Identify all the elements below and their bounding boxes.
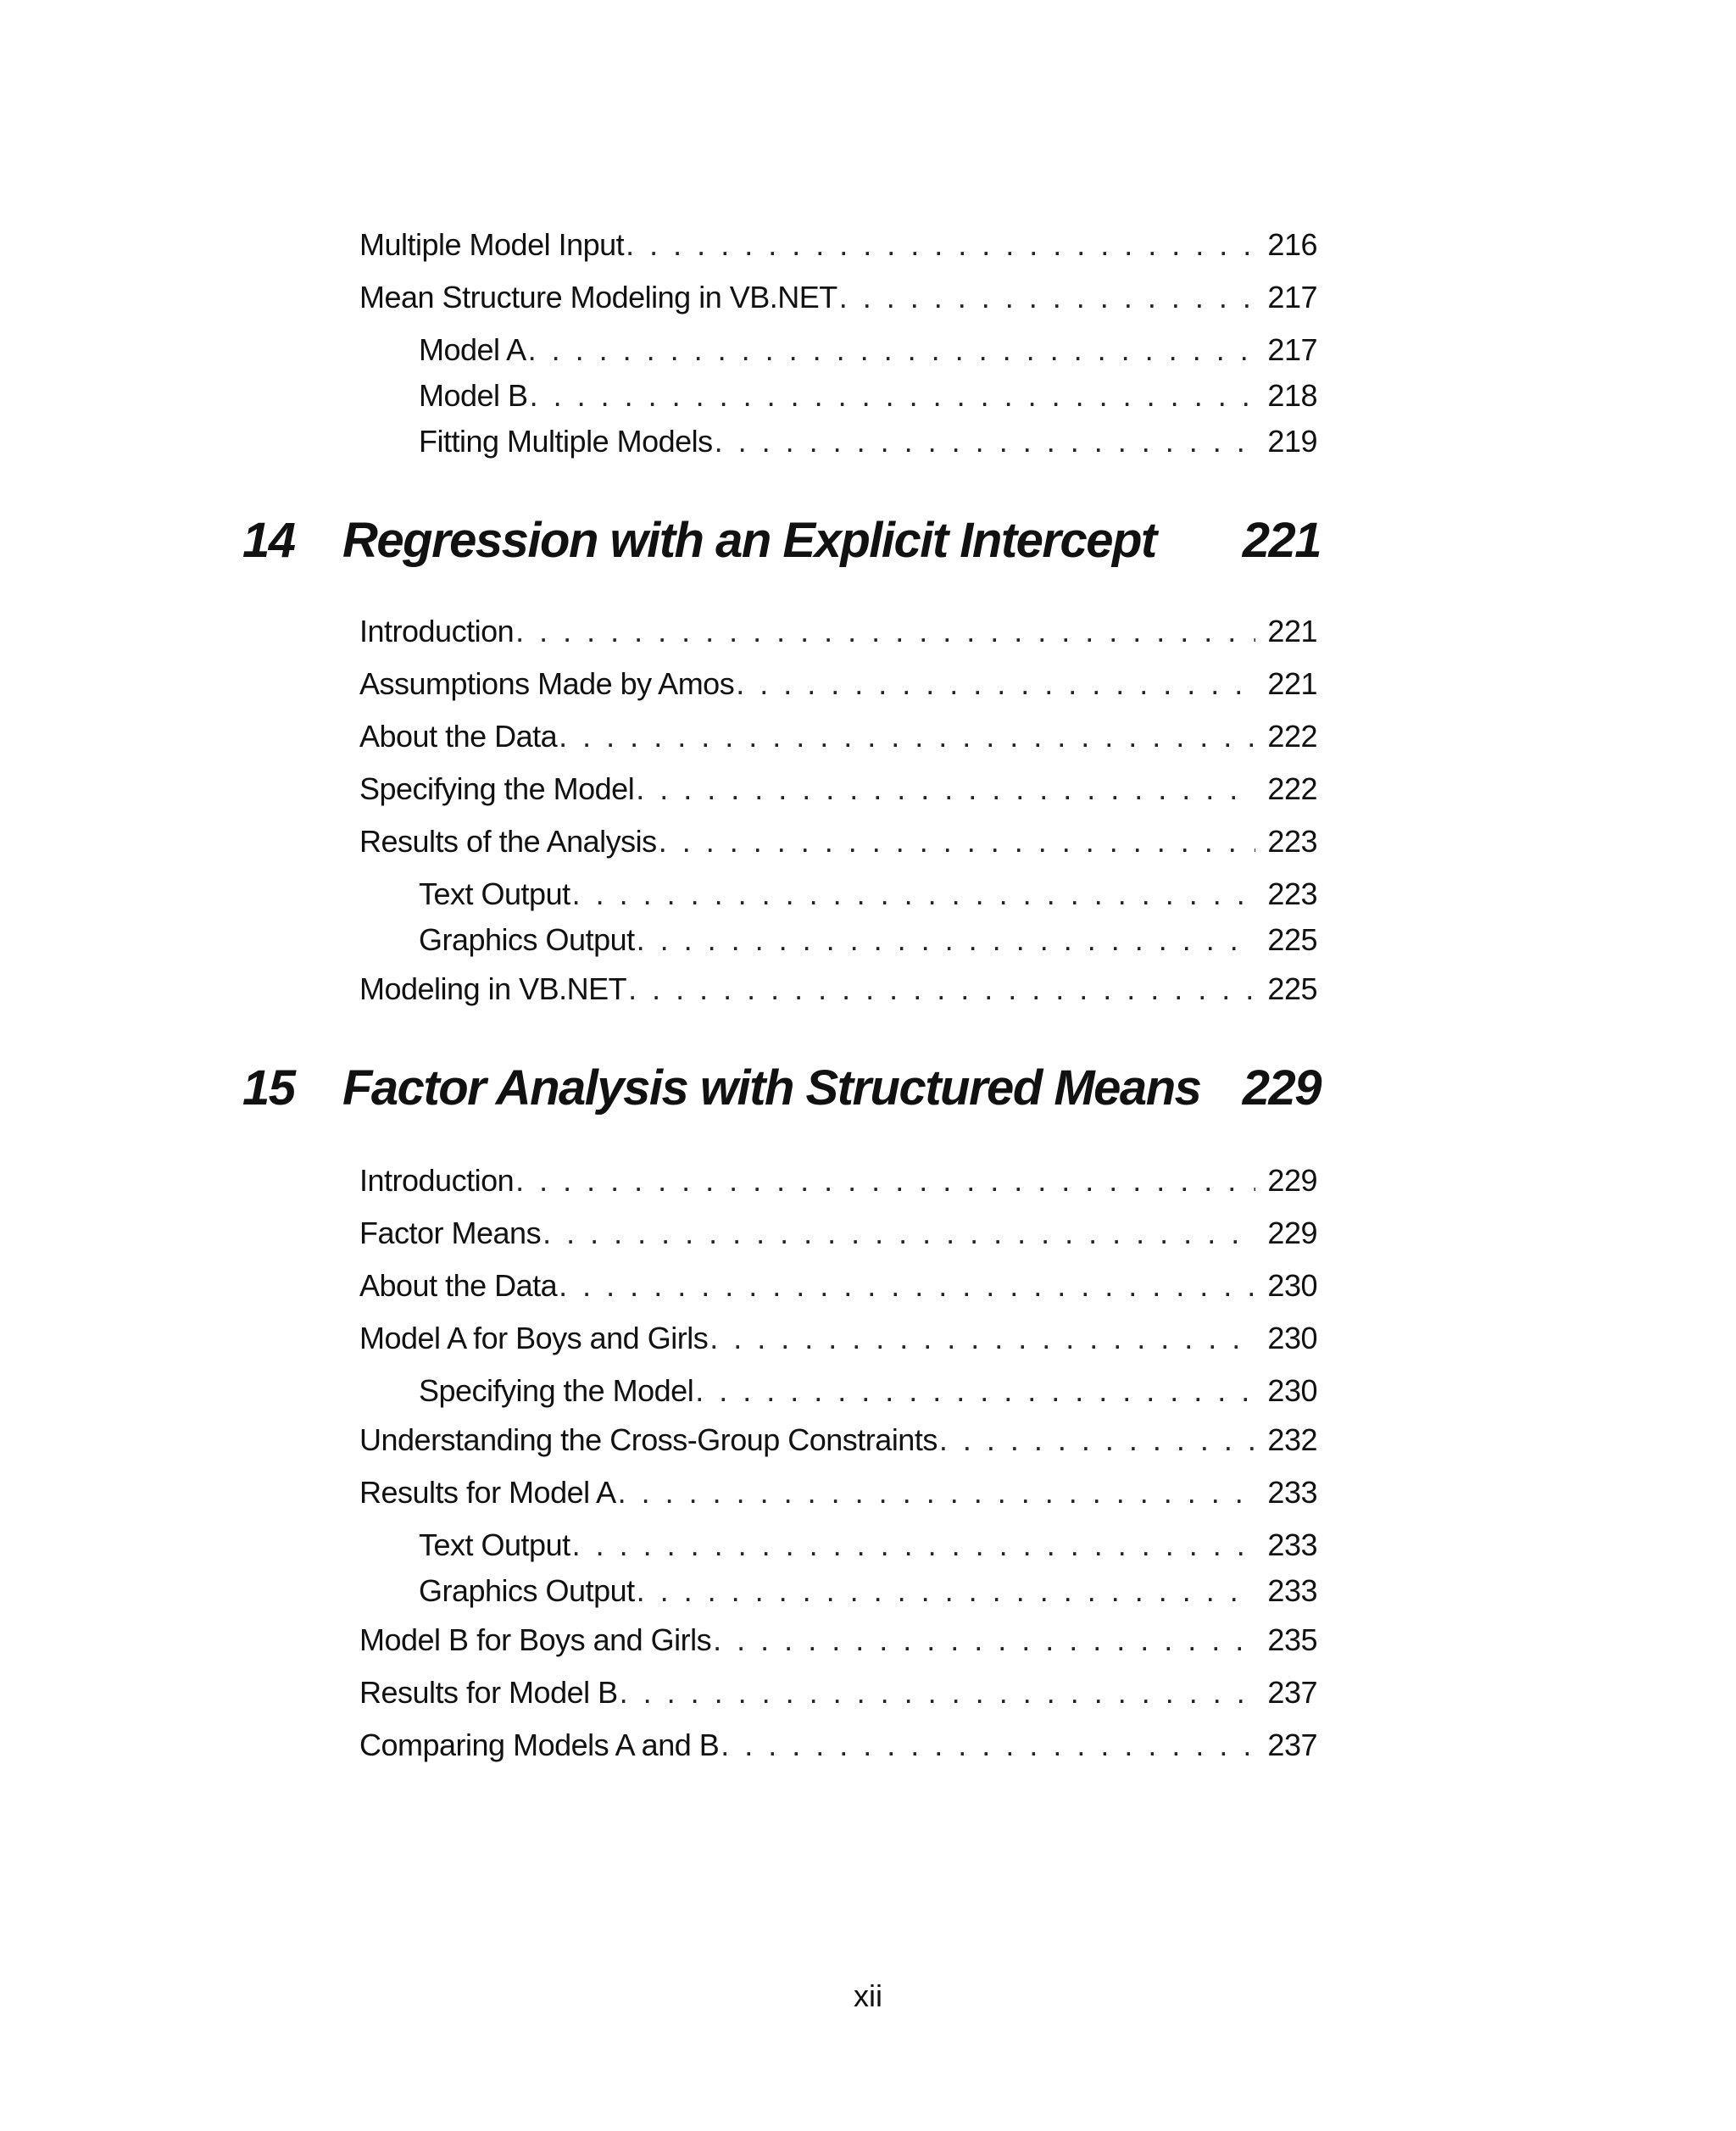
toc-entry-page: 222: [1267, 771, 1317, 806]
toc-entry-page: 230: [1267, 1373, 1317, 1408]
toc-entry: [359, 1622, 1317, 1666]
dot-leader: [572, 876, 1256, 912]
toc-entry-page: 223: [1267, 876, 1317, 911]
dot-leader: [620, 1675, 1256, 1711]
dot-leader: [618, 1475, 1256, 1511]
toc-entry-title: Mean Structure Modeling in VB.NET: [359, 280, 837, 314]
toc-entry-page: 218: [1267, 378, 1317, 413]
toc-entry-page: 232: [1267, 1422, 1317, 1457]
chapter-heading: [242, 1060, 1321, 1127]
dot-leader: [636, 771, 1255, 807]
toc-entry-page: 219: [1267, 424, 1317, 459]
toc-entry: [359, 1321, 1317, 1365]
dot-leader: [542, 1216, 1255, 1251]
toc-entry-title: Introduction: [359, 1163, 515, 1198]
toc-entry-title: Model B: [419, 378, 528, 413]
toc-entry-page: 223: [1267, 824, 1317, 859]
toc-entry: [359, 1675, 1317, 1719]
toc-subentry: [419, 876, 1317, 921]
dot-leader: [626, 227, 1255, 263]
toc-entry-page: 233: [1267, 1573, 1317, 1608]
toc-entry-page: 225: [1267, 922, 1317, 957]
toc-entry-page: 233: [1267, 1475, 1317, 1510]
toc-entry-title: Results for Model A: [359, 1475, 616, 1510]
toc-entry-title: Multiple Model Input: [359, 227, 625, 262]
dot-leader: [713, 1622, 1255, 1658]
dot-leader: [637, 1573, 1256, 1609]
toc-entry-title: Model A: [419, 332, 526, 367]
toc-entry-title: Results of the Analysis: [359, 824, 657, 859]
toc-entry-page: 230: [1267, 1268, 1317, 1303]
toc-subentry: [419, 1527, 1317, 1572]
page-number: xii: [854, 1978, 882, 2013]
dot-leader: [939, 1422, 1256, 1458]
toc-entry-title: Graphics Output: [419, 1573, 635, 1608]
dot-leader: [659, 824, 1256, 860]
toc-subentry: [419, 922, 1317, 966]
toc-entry-title: Graphics Output: [419, 922, 635, 957]
toc-entry: [359, 771, 1317, 815]
toc-entry-title: Results for Model B: [359, 1675, 618, 1710]
dot-leader: [709, 1321, 1255, 1356]
toc-entry-title: Model A for Boys and Girls: [359, 1321, 709, 1355]
toc-entry-title: Text Output: [419, 876, 570, 911]
toc-entry-title: Text Output: [419, 1527, 570, 1562]
toc-entry-page: 237: [1267, 1728, 1317, 1762]
toc-entry-title: Factor Means: [359, 1216, 542, 1250]
toc-entry: [359, 1475, 1317, 1519]
toc-entry: [359, 1422, 1317, 1466]
dot-leader: [515, 614, 1255, 649]
toc-entry: [359, 1268, 1317, 1312]
toc-entry-page: 217: [1267, 332, 1317, 367]
toc-entry-title: Specifying the Model: [419, 1373, 694, 1408]
toc-entry-title: Introduction: [359, 614, 515, 648]
toc-entry: [359, 824, 1317, 868]
toc-entry-page: 229: [1267, 1163, 1317, 1198]
dot-leader: [736, 666, 1255, 702]
dot-leader: [628, 971, 1255, 1007]
toc-entry: [359, 971, 1317, 1015]
toc-entry-title: Fitting Multiple Models: [419, 424, 713, 459]
toc-subentry: [419, 378, 1317, 422]
toc-subentry: [419, 1573, 1317, 1617]
chapter-title: Factor Analysis with Structured Means: [342, 1060, 1201, 1116]
toc-entry-title: About the Data: [359, 719, 558, 754]
toc-entry-page: 221: [1267, 666, 1317, 701]
dot-leader: [530, 378, 1256, 414]
toc-subentry: [419, 332, 1317, 376]
toc-entry: [359, 666, 1317, 710]
toc-entry-page: 225: [1267, 971, 1317, 1006]
toc-entry-page: 237: [1267, 1675, 1317, 1710]
toc-entry-page: 235: [1267, 1622, 1317, 1657]
toc-entry: [359, 1163, 1317, 1207]
dot-leader: [715, 424, 1256, 459]
dot-leader: [559, 719, 1255, 754]
toc-entry-page: 229: [1267, 1216, 1317, 1250]
dot-leader: [572, 1527, 1256, 1563]
dot-leader: [559, 1268, 1255, 1304]
dot-leader: [839, 280, 1256, 315]
toc-entry-title: Comparing Models A and B: [359, 1728, 720, 1762]
toc-entry-page: 230: [1267, 1321, 1317, 1355]
toc-entry-title: Understanding the Cross-Group Constraints: [359, 1422, 938, 1457]
chapter-number: 15: [242, 1060, 295, 1116]
chapter-page: 229: [1242, 1060, 1321, 1116]
toc-entry-page: 233: [1267, 1527, 1317, 1562]
toc-entry: [359, 1728, 1317, 1772]
toc-entry-page: 217: [1267, 280, 1317, 314]
toc-entry-page: 222: [1267, 719, 1317, 754]
toc-subentry: [419, 424, 1317, 468]
toc-entry: [359, 280, 1317, 324]
dot-leader: [695, 1373, 1255, 1409]
toc-entry: [359, 227, 1317, 271]
toc-entry-title: Assumptions Made by Amos: [359, 666, 735, 701]
toc-subentry: [419, 1373, 1317, 1417]
dot-leader: [528, 332, 1256, 368]
dot-leader: [721, 1728, 1255, 1763]
toc-entry-title: Specifying the Model: [359, 771, 635, 806]
toc-entry-page: 216: [1267, 227, 1317, 262]
toc-entry-page: 221: [1267, 614, 1317, 648]
chapter-number: 14: [242, 513, 295, 568]
toc-entry: [359, 719, 1317, 763]
toc-entry: [359, 614, 1317, 658]
dot-leader: [637, 922, 1256, 958]
chapter-page: 221: [1242, 513, 1321, 568]
chapter-title: Regression with an Explicit Intercept: [342, 513, 1156, 568]
chapter-heading: [242, 512, 1321, 580]
toc-entry: [359, 1216, 1317, 1260]
toc-entry-title: About the Data: [359, 1268, 558, 1303]
toc-entry-title: Modeling in VB.NET: [359, 971, 627, 1006]
dot-leader: [515, 1163, 1255, 1199]
toc-entry-title: Model B for Boys and Girls: [359, 1622, 712, 1657]
